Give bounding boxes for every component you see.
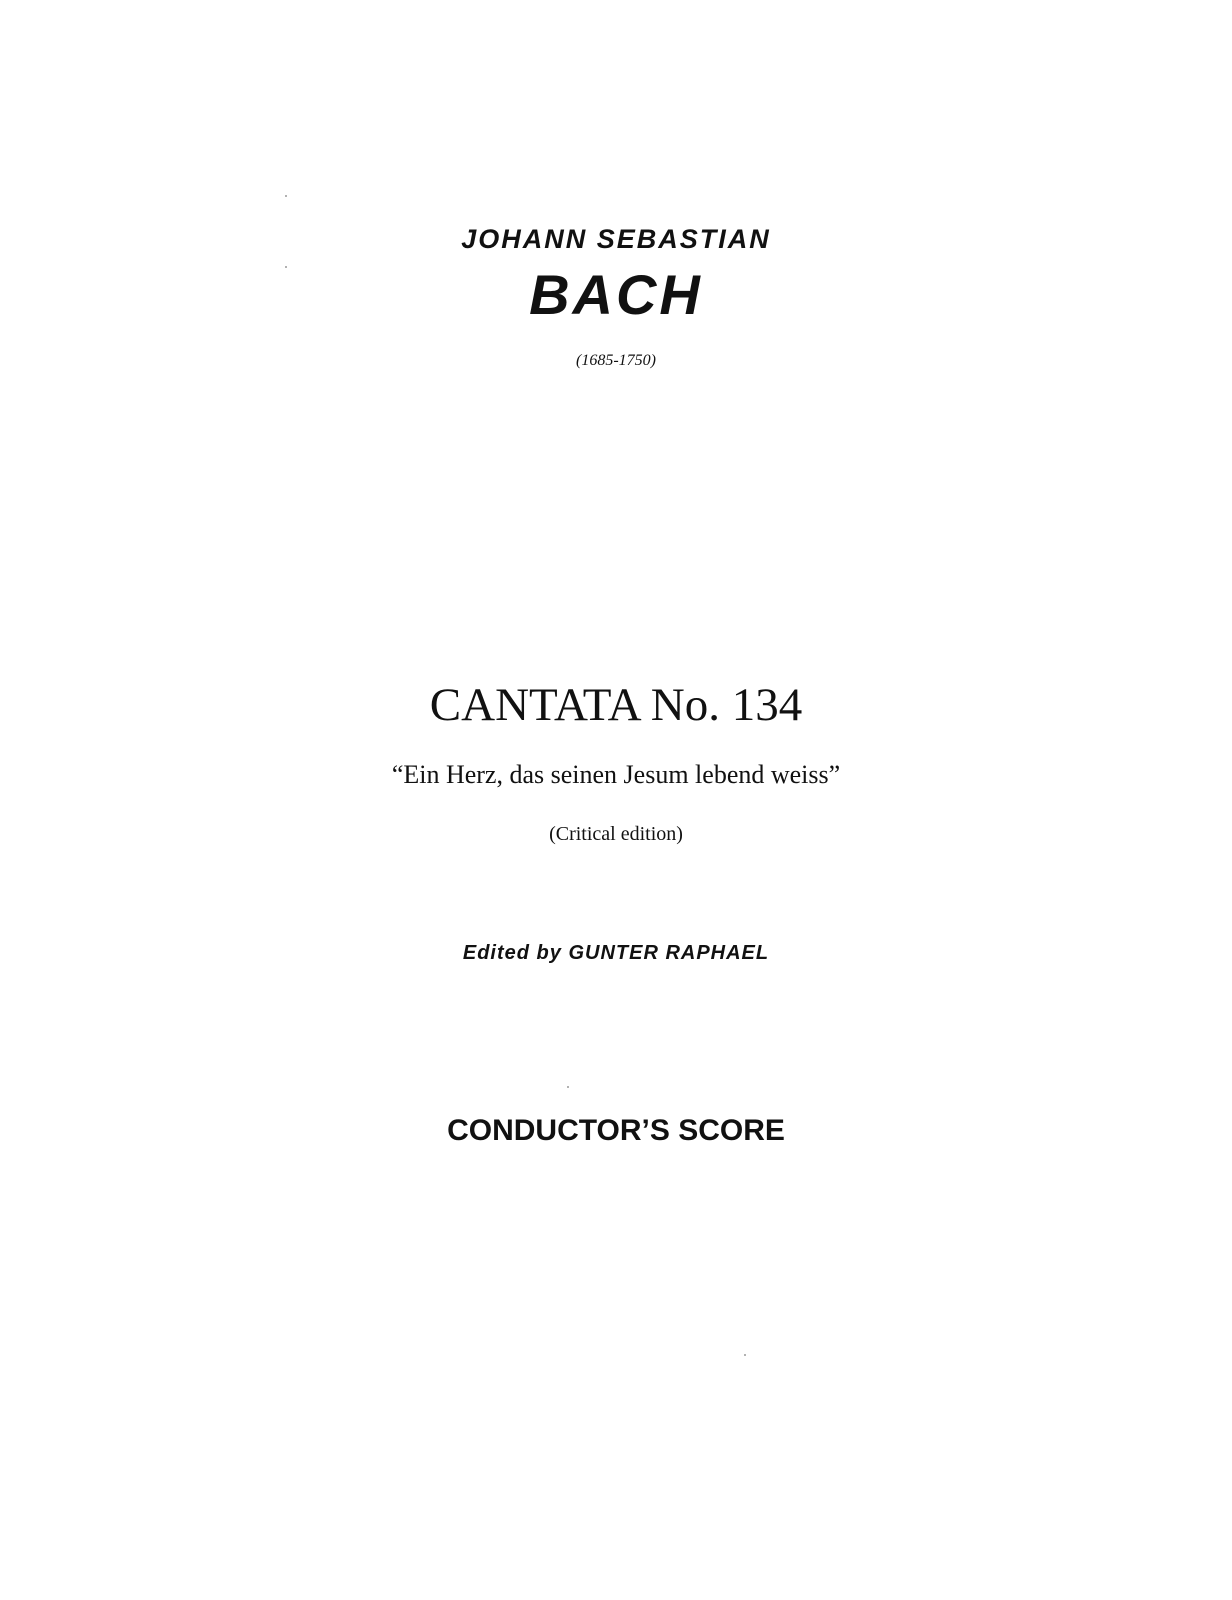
edition-note: (Critical edition) (549, 823, 683, 845)
scan-speck (285, 195, 287, 197)
score-type: CONDUCTOR’S SCORE (447, 1114, 785, 1147)
composer-dates: (1685-1750) (576, 352, 656, 369)
scan-speck (567, 1086, 569, 1088)
work-title: CANTATA No. 134 (429, 679, 803, 731)
composer-first-names: JOHANN SEBASTIAN (461, 224, 771, 254)
scan-speck (285, 266, 287, 268)
editor-credit: Edited by GUNTER RAPHAEL (462, 942, 770, 964)
composer-surname: BACH (529, 263, 703, 326)
work-subtitle: “Ein Herz, das seinen Jesum lebend weiss” (391, 760, 841, 789)
scan-speck (744, 1354, 746, 1356)
